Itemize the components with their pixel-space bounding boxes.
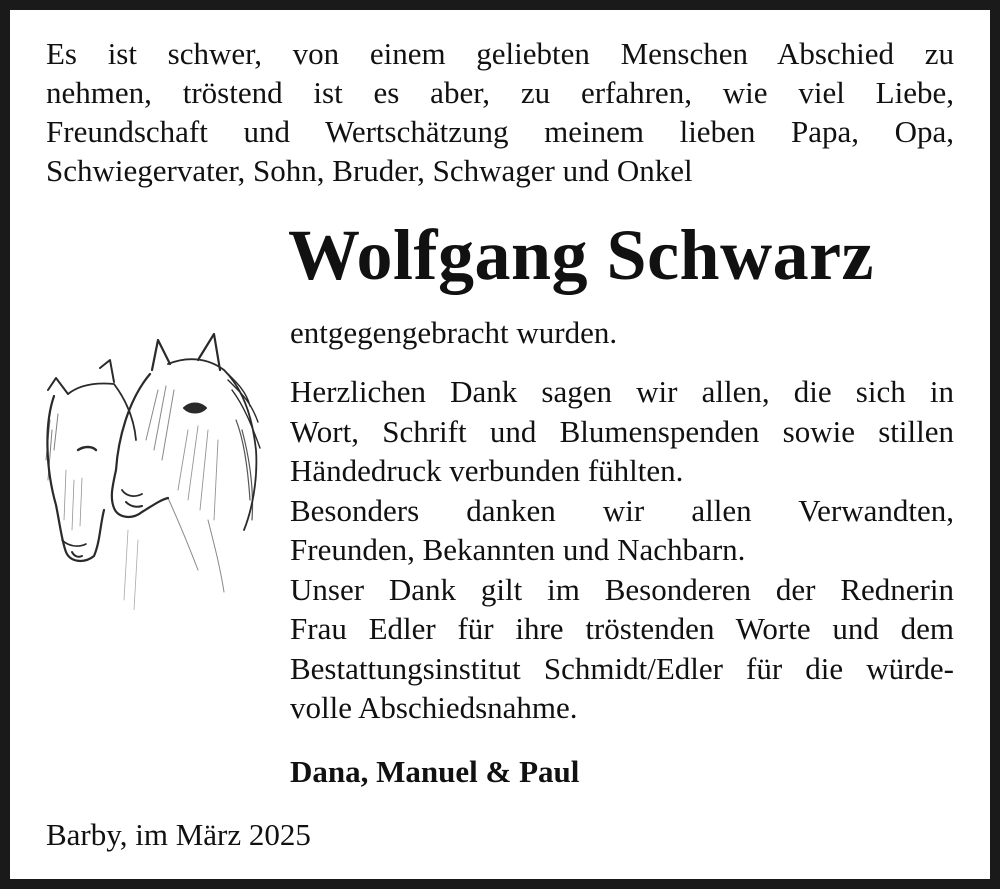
thanks-paragraph <box>290 372 954 728</box>
thanks-line: Wort, Schrift und Blumenspenden sowie stillen <box>290 413 954 449</box>
thanks-line: Herzlichen Dank sagen wir allen, die sich in <box>290 374 954 409</box>
intro-paragraph <box>46 34 954 190</box>
thanks-line: Freunden, Bekannten und Nachbarn. <box>290 532 746 567</box>
thanks-line: Frau Edler für ihre tröstenden Worte und dem <box>290 611 954 646</box>
thanks-line: Bestattungsinstitut Schmidt/Edler für die würde- <box>290 650 954 686</box>
place-date: Barby, im März 2025 <box>46 817 311 852</box>
intro-line: Schwiegervater, Sohn, Bruder, Schwager und Onkel <box>46 153 693 188</box>
thanks-line: Unser Dank gilt im Besonderen der Rednerin <box>290 571 954 607</box>
two-horses-sketch-icon <box>38 330 266 610</box>
intro-line: Freundschaft und Wertschätzung meinem lieben Papa, Opa, <box>46 114 954 149</box>
thanks-line: Besonders danken wir allen Verwandten, <box>290 492 954 528</box>
intro-line: Es ist schwer, von einem geliebten Menschen Abschied zu <box>46 36 954 71</box>
thanks-line: Händedruck verbunden fühlten. <box>290 453 684 488</box>
intro-line: nehmen, tröstend ist es aber, zu erfahren, wie viel Liebe, <box>46 75 954 110</box>
after-name-text: entgegengebracht wurden. <box>290 315 618 350</box>
deceased-name: Wolfgang Schwarz <box>288 215 875 295</box>
signers: Dana, Manuel & Paul <box>290 754 580 789</box>
thanks-line: volle Abschiedsnahme. <box>290 690 578 725</box>
